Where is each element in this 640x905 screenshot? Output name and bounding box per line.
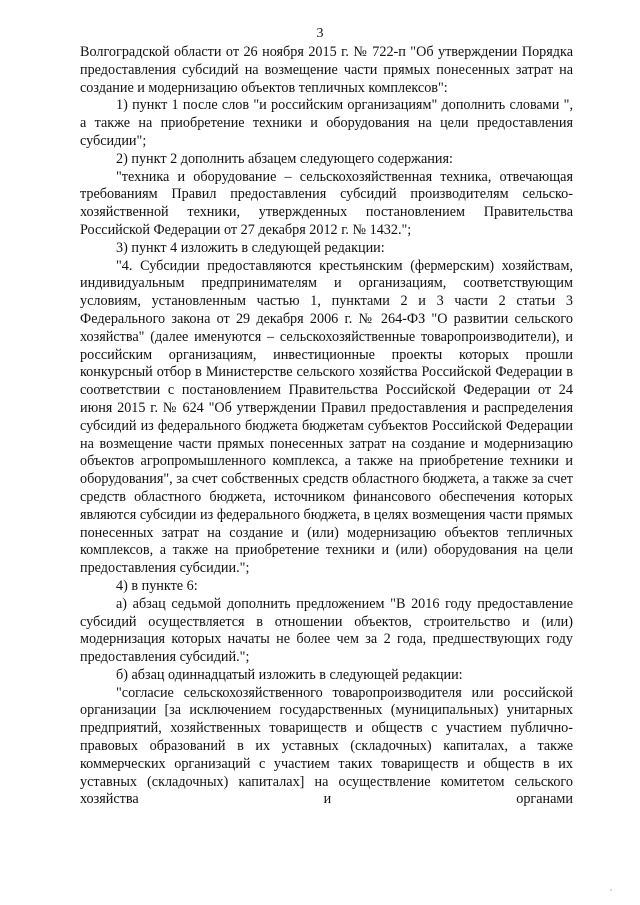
paragraph-subitem-b: б) абзац одиннадцатый изложить в следующей редакции: — [116, 666, 463, 683]
paragraph-consent-text: "согласие сельскохозяйственного товаропроизводителя или российской организации [за исключением государственных (муниципальных) унитарных предприятий, хозяйственных товариществ и обществ с участием публично-правовых образований в их уставных (складочных) капиталах, а также коммерческих организаций с участием таких товариществ и обществ в их уставных (складочных) капиталах] на осуществление комитетом сельского хозяйства и органами — [80, 684, 573, 808]
document-body — [80, 44, 573, 809]
paragraph-equipment-definition: "техника и оборудование – сельскохозяйственная техника, отвечающая требованиям Правил предоставления субсидий производителям сельско-хозяйственной техники, утвержденных постановлением Правительства Российской Федерации от 27 декабря 2012 г. № 1432."; — [80, 168, 573, 238]
scan-artifact — [610, 889, 612, 891]
page-number: 3 — [316, 26, 324, 41]
paragraph-item-3: 3) пункт 4 изложить в следующей редакции: — [116, 239, 385, 256]
paragraph-resolution-reference: Волгоградской области от 26 ноября 2015 г. № 722-п "Об утверждении Порядка предоставления субсидий на возмещение части прямых понесенных затрат на создание и модернизацию объектов тепличных комплексов": — [80, 44, 573, 96]
paragraph-item-2: 2) пункт 2 дополнить абзацем следующего содержания: — [116, 150, 453, 167]
paragraph-item-1: 1) пункт 1 после слов "и российским организациям" дополнить словами ", а также на приобретение техники и оборудования на цели предоставления субсидии"; — [80, 97, 573, 149]
paragraph-subitem-a: а) абзац седьмой дополнить предложением "В 2016 году предоставление субсидий осуществляется в отношении объектов, строительство и (или) модернизация которых начаты не более чем за 2 года, предшествующих году предоставления субсидий."; — [80, 595, 573, 666]
paragraph-subsidy-recipients: "4. Субсидии предоставляются крестьянским (фермерским) хозяйствам, индивидуальным предпринимателям и организациям, соответствующим условиям, установленным частью 1, пунктами 2 и 3 части 2 статьи 3 Федерального закона от 29 декабря 2006 г. № 264-ФЗ "О развитии сельского хозяйства" (далее именуются – сельскохозяйственные товаропроизводители), и российским организациям, инвестиционные проекты которых прошли конкурсный отбор в Министерстве сельского хозяйства Российской Федерации в соответствии с постановлением Правительства Российской Федерации от 24 июня 2015 г. № 624 "Об утверждении Правил предоставления и распределения субсидий из федерального бюджета бюджетам субъектов Российской Федерации на возмещение части прямых понесенных затрат на создание и модернизацию объектов агропромышленного комплекса, а также на приобретение техники и оборудования", за счет собственных средств областного бюджета, а также за счет средств областного бюджета, источником финансового обеспечения которых являются субсидии из федерального бюджета, в целях возмещения части прямых понесенных затрат на создание и (или) модернизацию объектов тепличных комплексов, а также на приобретение техники и (или) оборудования на цели предоставления субсидии."; — [80, 257, 573, 577]
paragraph-item-4: 4) в пункте 6: — [116, 577, 198, 594]
